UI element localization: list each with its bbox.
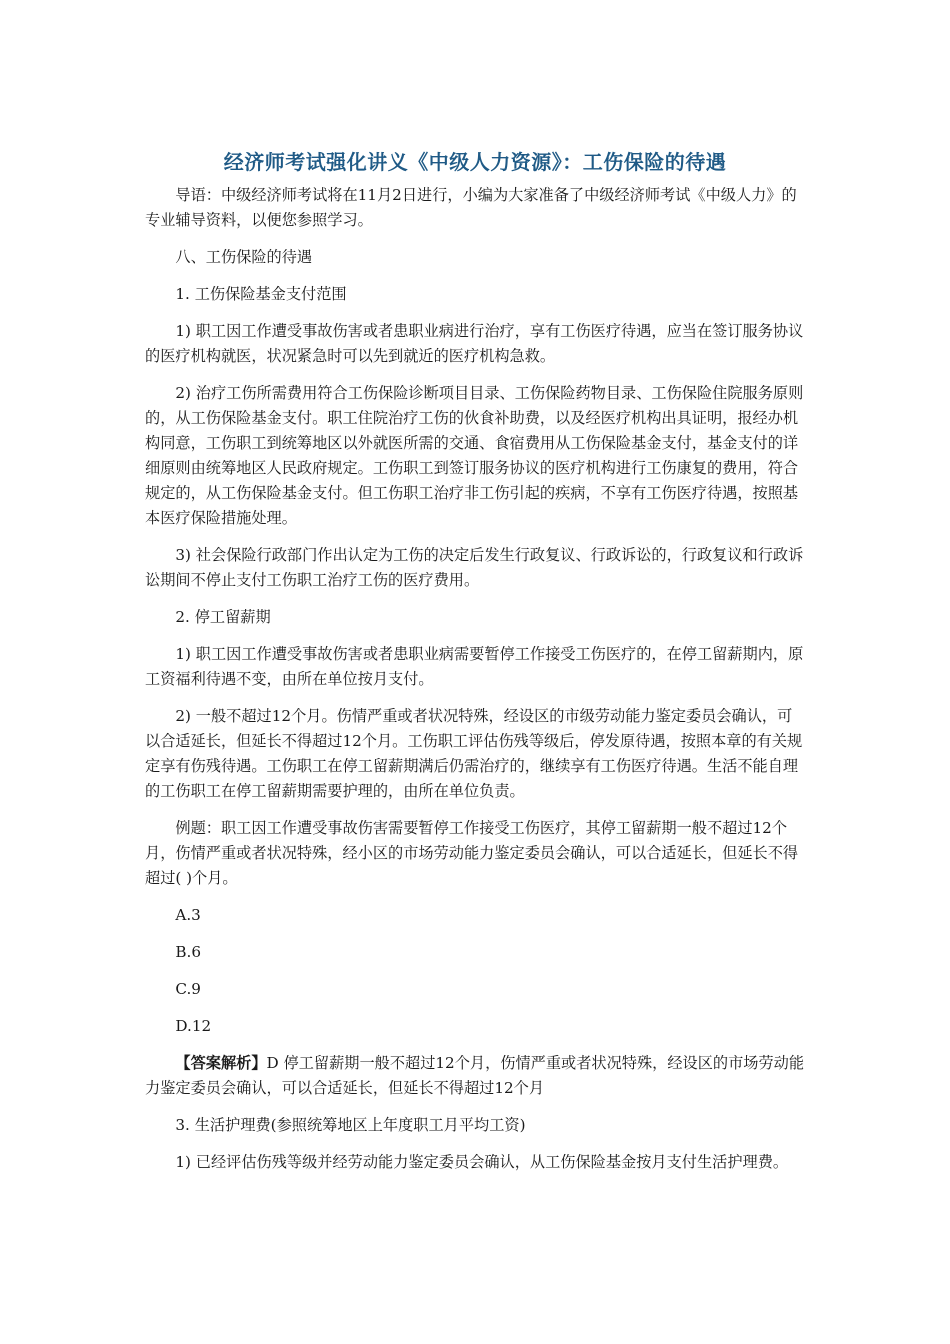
paragraph: 1) 已经评估伤残等级并经劳动能力鉴定委员会确认，从工伤保险基金按月支付生活护理费。 [175, 1153, 789, 1171]
answer-label: 【答案解析】 [175, 1054, 267, 1072]
subsection-heading-1: 1. 工伤保险基金支付范围 [175, 285, 347, 303]
paragraph: 2) 治疗工伤所需费用符合工伤保险诊断项目目录、工伤保险药物目录、工伤保险住院服务原则的，从工伤保险基金支付。职工住院治疗工伤的伙食补助费，以及经医疗机构出具证明，报经办机构同意，工伤职工到统筹地区以外就医所需的交通、食宿费用从工伤保险基金支付，基金支付的详细原则由统筹地区人民政府规定。工伤职工到签订服务协议的医疗机构进行工伤康复的费用，符合规定的，从工伤保险基金支付。但工伤职工治疗非工伤引起的疾病，不享有工伤医疗待遇，按照基本医疗保险措施处理。 [145, 384, 804, 527]
subsection-heading-3: 3. 生活护理费(参照统筹地区上年度职工月平均工资) [175, 1116, 526, 1134]
paragraph: 3) 社会保险行政部门作出认定为工伤的决定后发生行政复议、行政诉讼的，行政复议和行政诉讼期间不停止支付工伤职工治疗工伤的医疗费用。 [145, 546, 804, 589]
example-question: 例题：职工因工作遭受事故伤害需要暂停工作接受工伤医疗，其停工留薪期一般不超过12个月，伤情严重或者状况特殊，经小区的市场劳动能力鉴定委员会确认，可以合适延长，但延长不得超过( )个月。 [145, 819, 799, 887]
paragraph: 1) 职工因工作遭受事故伤害或者患职业病需要暂停工作接受工伤医疗的，在停工留薪期内，原工资福利待遇不变，由所在单位按月支付。 [145, 645, 804, 688]
option-d: D.12 [175, 1017, 212, 1035]
option-a: A.3 [175, 906, 201, 924]
subsection-heading-2: 2. 停工留薪期 [175, 608, 271, 626]
intro-paragraph: 导语：中级经济师考试将在11月2日进行，小编为大家准备了中级经济师考试《中级人力》的专业辅导资料，以便您参照学习。 [145, 186, 797, 229]
document-body [145, 183, 805, 1187]
paragraph: 1) 职工因工作遭受事故伤害或者患职业病进行治疗，享有工伤医疗待遇，应当在签订服务协议的医疗机构就医，状况紧急时可以先到就近的医疗机构急救。 [145, 322, 804, 365]
paragraph: 2) 一般不超过12个月。伤情严重或者状况特殊，经设区的市级劳动能力鉴定委员会确认，可以合适延长，但延长不得超过12个月。工伤职工评估伤残等级后，停发原待遇，按照本章的有关规定享有伤残待遇。工伤职工在停工留薪期满后仍需治疗的，继续享有工伤医疗待遇。生活不能自理的工伤职工在停工留薪期需要护理的，由所在单位负责。 [145, 707, 803, 800]
answer-text: D 停工留薪期一般不超过12个月，伤情严重或者状况特殊，经设区的市场劳动能力鉴定委员会确认，可以合适延长，但延长不得超过12个月 [145, 1054, 805, 1097]
section-heading: 八、工伤保险的待遇 [175, 248, 313, 266]
answer-explanation [145, 1051, 805, 1101]
option-b: B.6 [175, 943, 202, 961]
option-c: C.9 [175, 980, 201, 998]
document-title: 经济师考试强化讲义《中级人力资源》：工伤保险的待遇 [223, 150, 727, 174]
